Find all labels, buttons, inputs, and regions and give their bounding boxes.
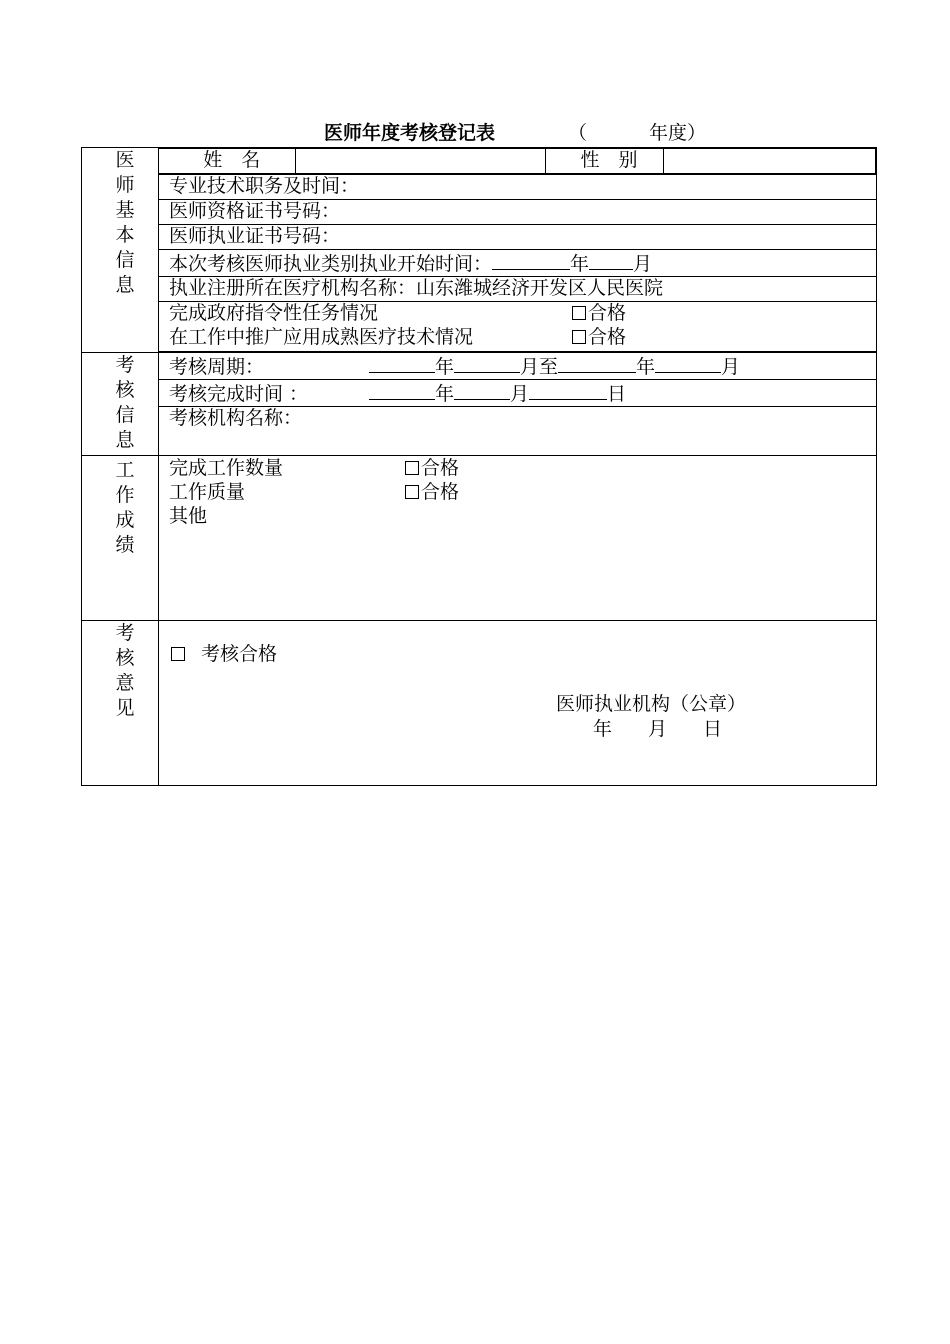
- label-char: 信: [115, 404, 135, 426]
- completion-year-blank[interactable]: [369, 380, 435, 400]
- seal-label: 医师执业机构（公章）: [556, 693, 747, 715]
- label-char: 医: [115, 149, 135, 171]
- opinion-cell: [159, 621, 877, 786]
- period-start-month-blank[interactable]: [454, 353, 520, 373]
- label-char: 息: [115, 429, 135, 451]
- tech-promo-checkbox[interactable]: [572, 330, 586, 344]
- label-char: 意: [115, 672, 135, 694]
- month-label: 月: [721, 356, 741, 378]
- tech-promo-line: [169, 326, 876, 350]
- label-char: 基: [115, 199, 135, 221]
- label-char: 信: [115, 249, 135, 271]
- label-char: 考: [115, 354, 135, 376]
- name-gender-inner: [159, 148, 876, 174]
- gender-field[interactable]: [663, 149, 876, 174]
- completion-month-blank[interactable]: [454, 380, 510, 400]
- gender-label: 性 别: [545, 149, 663, 174]
- year-label: 年: [435, 383, 455, 405]
- title-year-suffix: 年度）: [649, 122, 707, 144]
- year-label: 年: [570, 253, 590, 275]
- assessment-form-table: [81, 147, 877, 786]
- section-basic-info-label: [82, 148, 159, 353]
- tech-promo-label: 在工作中推广应用成熟医疗技术情况: [169, 326, 474, 348]
- period-end-month-blank[interactable]: [655, 353, 721, 373]
- label-char: 绩: [115, 534, 135, 556]
- completion-day-blank[interactable]: [529, 380, 607, 400]
- institution-name: 执业注册所在医疗机构名称：山东潍城经济开发区人民医院: [159, 277, 877, 302]
- month-label: 月: [633, 253, 653, 275]
- name-field[interactable]: [295, 149, 545, 174]
- label-char: 作: [115, 484, 135, 506]
- section-assessment-info-label: [82, 353, 159, 456]
- label-char: 考: [115, 622, 135, 644]
- label-char: 息: [115, 274, 135, 296]
- year-label: 年: [435, 356, 455, 378]
- tasks-cell: [159, 302, 877, 352]
- date-day-label: 日: [703, 718, 723, 740]
- name-gender-cell: [159, 148, 877, 175]
- gov-task-line: [169, 302, 876, 326]
- label-char: 师: [115, 174, 135, 196]
- qualification-number-field[interactable]: 医师资格证书号码：: [159, 200, 877, 225]
- month-label: 月: [510, 383, 530, 405]
- period-start-year-blank[interactable]: [369, 353, 435, 373]
- seal-date: [593, 718, 722, 741]
- form-title-main: 医师年度考核登记表: [324, 122, 496, 144]
- title-time-field[interactable]: 专业技术职务及时间：: [159, 175, 877, 200]
- section-assessment-opinion-label: [82, 621, 159, 786]
- assessment-period-field[interactable]: [159, 353, 877, 380]
- practice-number-field[interactable]: 医师执业证书号码：: [159, 225, 877, 250]
- date-month-label: 月: [648, 718, 668, 740]
- quantity-checkbox[interactable]: [405, 461, 419, 475]
- quantity-pass-label: 合格: [421, 457, 460, 479]
- label-char: 成: [115, 509, 135, 531]
- label-char: 见: [115, 697, 135, 719]
- name-label: 姓 名: [159, 149, 295, 174]
- month-to-label: 月至: [520, 356, 559, 378]
- form-title: [0, 116, 950, 144]
- agency-name-field[interactable]: 考核机构名称：: [159, 407, 877, 456]
- section-work-performance-label: [82, 456, 159, 621]
- practice-start-field[interactable]: [159, 250, 877, 277]
- quantity-line: [169, 457, 876, 481]
- name-gender-row: [82, 148, 877, 175]
- quality-label: 工作质量: [169, 481, 246, 503]
- pass-opinion-label: 考核合格: [201, 643, 278, 665]
- period-label: 考核周期：: [169, 356, 265, 378]
- completion-time-field[interactable]: [159, 380, 877, 407]
- practice-start-label: 本次考核医师执业类别执业开始时间：: [169, 253, 493, 275]
- label-char: 核: [115, 379, 135, 401]
- year-label: 年: [636, 356, 656, 378]
- work-performance-cell: [159, 456, 877, 621]
- title-open-paren: （: [568, 122, 588, 144]
- tech-promo-pass-label: 合格: [588, 326, 627, 348]
- gov-task-label: 完成政府指令性任务情况: [169, 302, 379, 324]
- label-char: 本: [115, 224, 135, 246]
- form-title-year: [568, 118, 706, 145]
- pass-opinion-checkbox[interactable]: [171, 647, 185, 661]
- date-year-label: 年: [593, 718, 613, 740]
- label-char: 工: [115, 459, 135, 481]
- practice-start-month-blank[interactable]: [589, 250, 633, 270]
- quantity-label: 完成工作数量: [169, 457, 284, 479]
- day-label: 日: [607, 383, 627, 405]
- practice-start-year-blank[interactable]: [492, 250, 570, 270]
- opinion-option: [171, 643, 277, 666]
- quality-line: [169, 481, 876, 505]
- gov-task-pass-label: 合格: [588, 302, 627, 324]
- completion-label: 考核完成时间 ：: [169, 383, 309, 405]
- gov-task-checkbox[interactable]: [572, 306, 586, 320]
- other-line: 其他: [169, 505, 208, 527]
- quality-pass-label: 合格: [421, 481, 460, 503]
- quality-checkbox[interactable]: [405, 485, 419, 499]
- period-end-year-blank[interactable]: [558, 353, 636, 373]
- label-char: 核: [115, 647, 135, 669]
